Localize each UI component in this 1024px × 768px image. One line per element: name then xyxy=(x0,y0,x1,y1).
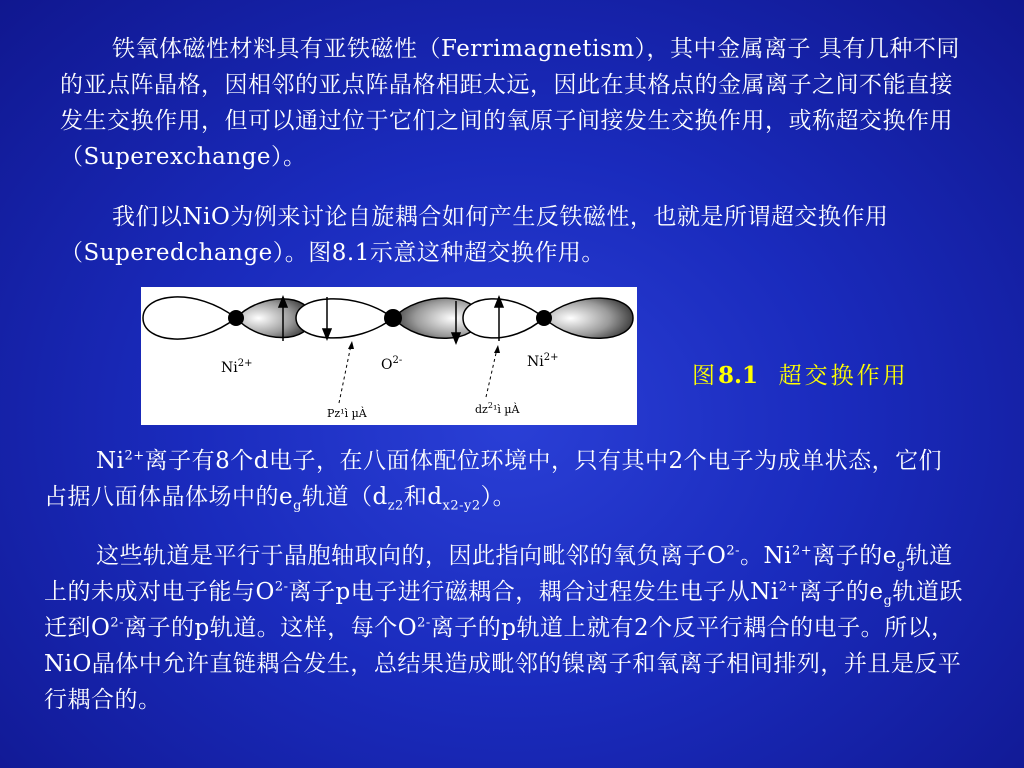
superexchange-figure xyxy=(141,287,637,425)
paragraph-nio-example: 我们以NiO为例来讨论自旋耦合如何产生反铁磁性，也就是所谓超交换作用（Superedchange）。图8.1示意这种超交换作用。 xyxy=(60,204,889,266)
paragraph-coupling-process: 这些轨道是平行于晶胞轴取向的，因此指向毗邻的氧负离子$O^{2-}$。$Ni^{2+}$离子的$e_g$轨道上的未成对电子能与$O^{2-}$离子p电子进行磁耦合，耦合过程发生电子从$Ni^{2+}$离子的$e_g$轨道跃迁到$O^{2-}$离子的p轨道。这样，每个$O^{2-}$离子的p轨道上就有2个反平行耦合的电子。所以，NiO晶体中允许直链耦合发生，总结果造成毗邻的镍离子和氧离子相间排列，并且是反平行耦合的。 xyxy=(44,543,963,713)
ni-right-nucleus xyxy=(536,310,552,326)
term-superexchange: Superexchange xyxy=(83,144,272,170)
label-dz2-orbital: dz xyxy=(475,403,488,416)
ni-left-white-lobe xyxy=(143,297,236,339)
svg-text:dz2¹ì µÀ: $dz^2^1ì$ µÀ xyxy=(475,401,520,416)
label-ni-right: Ni xyxy=(527,354,544,370)
svg-text:Ni2+: $Ni^{2+}$ xyxy=(527,352,559,370)
paragraph-ni-electrons: $Ni^{2+}$离子有8个d电子，在八面体配位环境中，只有其中2个电子为成单状态，它们占据八面体晶体场中的$e_g$轨道（$d_{z2}$和$d_{x2-y2}$）。 xyxy=(44,448,943,514)
label-ni-left: Ni xyxy=(221,360,238,376)
term-ferrimagnetism: Ferrimagnetism xyxy=(441,36,635,62)
o-white-lobe xyxy=(296,299,393,338)
ni-left-nucleus xyxy=(228,310,244,326)
svg-text:O2-: $O^{2-}$ xyxy=(381,355,403,373)
term-superedchange: Superedchange xyxy=(83,240,273,266)
pz-pointer-line xyxy=(339,345,351,403)
ni-right-white-lobe xyxy=(463,299,544,338)
ni-right-shaded-lobe xyxy=(544,298,633,338)
orbital-diagram xyxy=(141,287,637,425)
figure-caption: 图8.1 超交换作用 xyxy=(692,362,909,389)
dz2-pointer-line xyxy=(486,349,497,397)
label-oxygen: O xyxy=(381,357,393,373)
label-pz-orbital: Pz¹ì µÀ xyxy=(327,407,367,420)
svg-text:Ni2+: $Ni^{2+}$ xyxy=(221,358,253,376)
o-nucleus xyxy=(384,309,402,327)
paragraph-ferrimagnetism: 铁氧体磁性材料具有亚铁磁性（Ferrimagnetism），其中金属离子 具有几种不同的亚点阵晶格，因相邻的亚点阵晶格相距太远，因此在其格点的金属离子之间不能直接发生交换作用，但可以通过位于它们之间的氧原子间接发生交换作用，或称超交换作用（Superexchange）。 xyxy=(60,36,960,170)
